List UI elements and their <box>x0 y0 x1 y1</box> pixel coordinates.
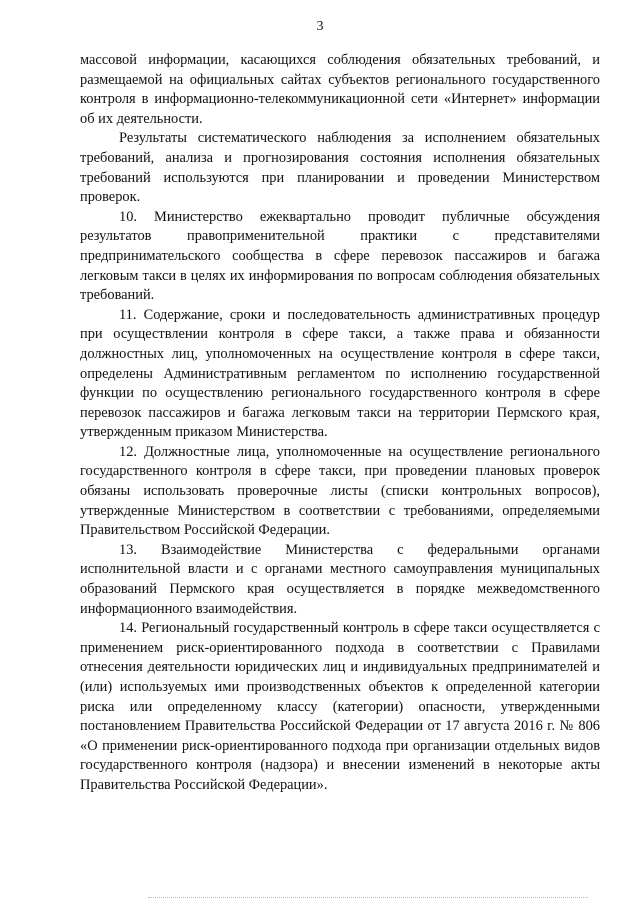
paragraph-1: массовой информации, касающихся соблюдения обязательных требований, и размещаемой на официальных сайтах субъектов регионального государственного контроля в информационно-телекоммуникационной сети «Интернет» информации об их деятельности. <box>80 52 600 127</box>
bottom-dotted-rule <box>148 897 588 898</box>
paragraph-13: 13. Взаимодействие Министерства с федеральными органами исполнительной власти и с органами местного самоуправления муниципальных образований Пермского края осуществляется в порядке межведомственного информационного взаимодействия. <box>80 541 600 617</box>
paragraph-10: 10. Министерство ежеквартально проводит публичные обсуждения результатов правоприменительной практики с представителями предпринимательского сообщества в сфере перевозок пассажиров и багажа легковым такси в целях их информирования по вопросам соблюдения обязательных требований. <box>80 208 600 304</box>
paragraph-12: 12. Должностные лица, уполномоченные на осуществление регионального государственного контроля в сфере такси, при проведении плановых проверок обязаны использовать проверочные листы (списки контрольных вопросов), утвержденные Министерством в соответствии с требованиями, определяемыми Правительством Российской Федерации. <box>80 443 600 539</box>
paragraph-11: 11. Содержание, сроки и последовательность административных процедур при осуществлении контроля в сфере такси, а также права и обязанности должностных лиц, уполномоченных на осуществление контроля в сфере такси, определены Административным регламентом по исполнению государственной функции по осуществлению регионального государственного контроля в сфере перевозок пассажиров и багажа легковым такси на территории Пермского края, утвержденным приказом Министерства. <box>80 306 600 441</box>
paragraph-14: 14. Региональный государственный контроль в сфере такси осуществляется с применением риск-ориентированного подхода в соответствии с Правилами отнесения деятельности юридических лиц и индивидуальных предпринимателей и (или) используемых ими производственных объектов к определенной категории риска или определенному классу (категории) опасности, утвержденными постановлением Правительства Российской Федерации от 17 августа 2016 г. № 806 «О применении риск-ориентированного подхода при организации отдельных видов государственного контроля (надзора) и внесении изменений в некоторые акты Правительства Российской Федерации». <box>80 620 600 793</box>
paragraph-2: Результаты систематического наблюдения за исполнением обязательных требований, анализа и прогнозирования состояния исполнения обязательных требований используются при планировании и проведении Министерством проверок. <box>80 130 600 206</box>
document-body <box>80 51 600 796</box>
page-number: 3 <box>316 19 324 34</box>
